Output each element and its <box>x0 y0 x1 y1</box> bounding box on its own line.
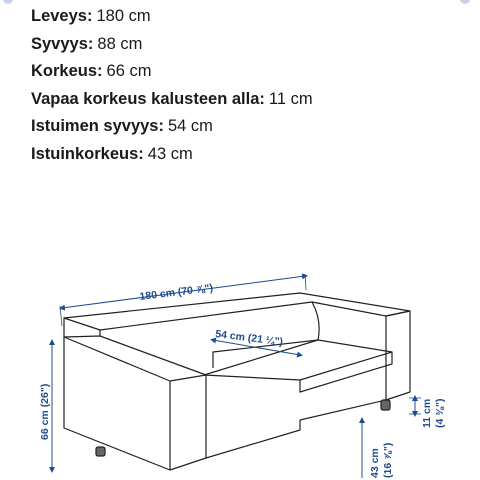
sofa-outline <box>64 293 410 470</box>
spec-value: 88 cm <box>97 34 143 53</box>
seat-height-dimension <box>362 420 394 478</box>
clearance-dimension-inch-label: (4 ⅜") <box>434 398 446 428</box>
spec-seat-height <box>31 141 471 169</box>
spec-label: Vapaa korkeus kalusteen alla: <box>31 89 265 108</box>
spec-clearance <box>31 86 471 114</box>
clearance-dimension <box>409 398 446 428</box>
sofa-leg <box>96 447 105 456</box>
spec-seat-depth <box>31 113 471 141</box>
carousel-dot-left[interactable] <box>3 0 13 4</box>
spec-value: 180 cm <box>96 7 151 25</box>
seat-height-dimension-inch-label: (16 ⅞") <box>382 442 394 478</box>
sofa-backrest <box>64 293 410 330</box>
specification-list <box>31 3 471 169</box>
spec-value: 43 cm <box>147 144 193 163</box>
spec-depth <box>31 31 471 59</box>
sofa-leg <box>381 400 390 410</box>
clearance-dimension-label: 11 cm <box>421 398 433 428</box>
sofa-right-armrest <box>386 311 410 400</box>
spec-value: 66 cm <box>106 62 152 81</box>
spec-label: Syvyys: <box>31 34 94 53</box>
seat-depth-dimension-label: 54 cm (21 ¼") <box>214 328 284 349</box>
height-dimension <box>39 342 52 470</box>
sofa-dimension-diagram <box>0 250 480 480</box>
spec-label: Istuimen syvyys: <box>31 117 164 136</box>
width-dimension <box>60 274 306 326</box>
spec-width <box>31 3 471 31</box>
spec-height <box>31 58 471 86</box>
spec-label: Korkeus: <box>31 62 103 81</box>
height-dimension-label: 66 cm (26") <box>39 383 51 440</box>
width-dimension-label: 180 cm (70 ⅞") <box>138 282 214 303</box>
sofa-seat <box>204 340 392 380</box>
seat-height-dimension-label: 43 cm <box>369 448 381 478</box>
spec-value: 54 cm <box>167 117 213 136</box>
spec-label: Istuinkorkeus: <box>31 144 144 163</box>
spec-value: 11 cm <box>268 89 313 108</box>
sofa-left-armrest <box>64 336 206 381</box>
spec-label: Leveys: <box>31 7 93 25</box>
